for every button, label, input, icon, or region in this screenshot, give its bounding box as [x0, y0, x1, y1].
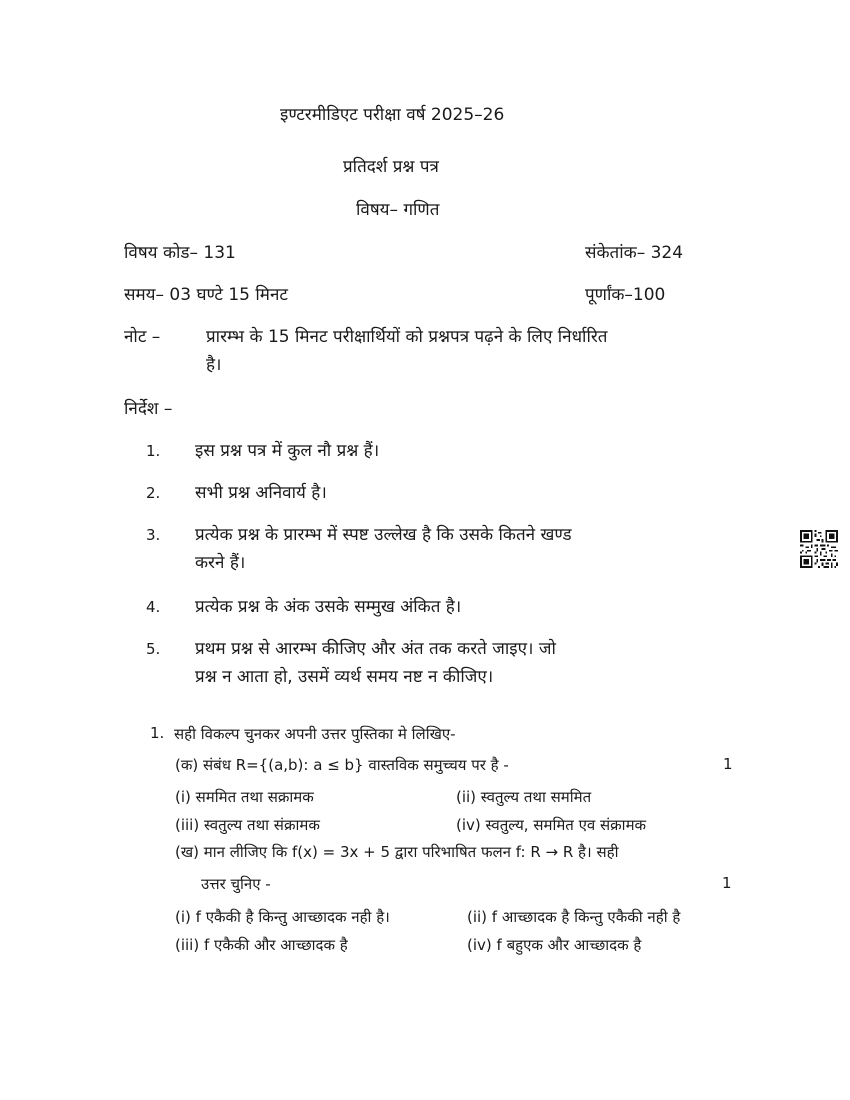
option: (i) सममित तथा सक्रामक — [175, 788, 314, 806]
option: (iii) स्वतुल्य तथा संक्रामक — [175, 816, 320, 834]
option: (iii) f एकैकी और आच्छादक है — [175, 936, 348, 954]
part-a-marks: 1 — [723, 755, 733, 773]
instruction-text: प्रथम प्रश्न से आरम्भ कीजिए और अंत तक करते जाइए। जो — [195, 639, 556, 659]
option: (ii) f आच्छादक है किन्तु एकैकी नही है — [467, 908, 681, 926]
instruction-text: प्रत्येक प्रश्न के अंक उसके सम्मुख अंकित है। — [195, 597, 462, 617]
option: (i) f एकैकी है किन्तु आच्छादक नही है। — [175, 908, 390, 926]
question-part-a: (क) संबंध R={(a,b): a ≤ b} वास्तविक समुच्चय पर है - — [175, 756, 509, 774]
subject: विषय– गणित — [356, 200, 440, 220]
question-number: 1. — [150, 724, 165, 742]
code-number: संकेतांक– 324 — [585, 243, 684, 263]
qr-code-icon — [800, 530, 838, 568]
instruction-text: इस प्रश्न पत्र में कुल नौ प्रश्न हैं। — [195, 441, 380, 461]
exam-time: समय– 03 घण्टे 15 मिनट — [124, 285, 288, 305]
option: (iv) स्वतुल्य, सममित एव संक्रामक — [456, 816, 647, 834]
question-prompt: सही विकल्प चुनकर अपनी उत्तर पुस्तिका मे लिखिए- — [174, 725, 456, 743]
instruction-text: करने हैं। — [195, 553, 246, 573]
instruction-number: 3. — [146, 526, 161, 544]
instruction-number: 4. — [146, 598, 161, 616]
option: (ii) स्वतुल्य तथा सममित — [456, 788, 592, 806]
part-b-marks: 1 — [722, 874, 732, 892]
exam-title: इण्टरमीडिएट परीक्षा वर्ष 2025–26 — [280, 105, 505, 125]
instruction-number: 1. — [146, 442, 161, 460]
paper-type: प्रतिदर्श प्रश्न पत्र — [343, 157, 439, 177]
question-part-b: (ख) मान लीजिए कि f(x) = 3x + 5 द्वारा परिभाषित फलन f: R → R है। सही — [175, 843, 619, 861]
instruction-text: प्रश्न न आता हो, उसमें व्यर्थ समय नष्ट न कीजिए। — [195, 667, 494, 687]
option: (iv) f बहुएक और आच्छादक है — [467, 936, 642, 954]
question-part-b-line-2: उत्तर चुनिए - — [201, 875, 271, 893]
instructions-heading: निर्देश – — [124, 399, 173, 419]
note-line-2: है। — [206, 355, 222, 375]
instruction-number: 5. — [146, 640, 161, 658]
subject-code: विषय कोड– 131 — [124, 243, 236, 263]
note-label: नोट – — [124, 327, 161, 347]
note-line-1: प्रारम्भ के 15 मिनट परीक्षार्थियों को प्रश्नपत्र पढ़ने के लिए निर्धारित — [206, 327, 608, 347]
max-marks: पूर्णांक–100 — [585, 285, 666, 305]
instruction-text: प्रत्येक प्रश्न के प्रारम्भ में स्पष्ट उल्लेख है कि उसके कितने खण्ड — [195, 525, 572, 545]
instruction-text: सभी प्रश्न अनिवार्य है। — [195, 483, 327, 503]
instruction-number: 2. — [146, 484, 161, 502]
